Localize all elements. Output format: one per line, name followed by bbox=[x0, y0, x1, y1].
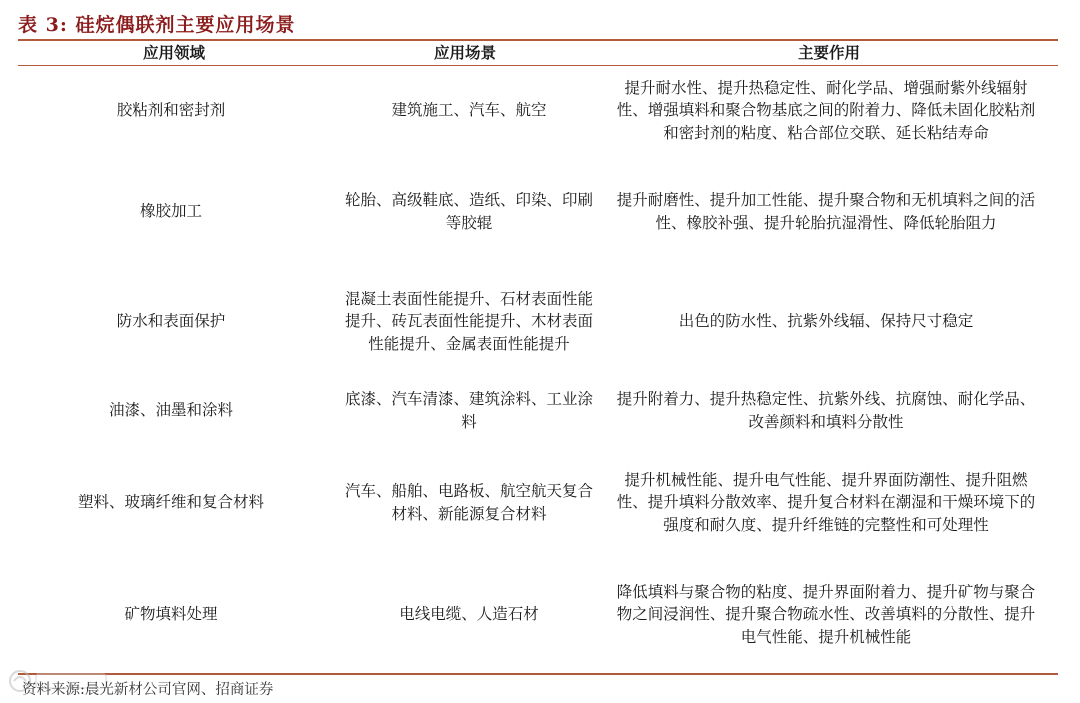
cell-effect: 出色的防水性、抗紫外线辐、保持尺寸稳定 bbox=[678, 312, 974, 331]
header-effect: 主要作用 bbox=[600, 42, 1058, 65]
cell-effect: 降低填料与聚合物的粘度、提升界面附着力、提升矿物与聚合物之间浸润性、提升聚合物疏水性、改善填料的分散性、提升电气性能、提升机械性能 bbox=[616, 582, 1036, 646]
header-scene: 应用场景 bbox=[330, 42, 600, 65]
cell-field: 油漆、油墨和涂料 bbox=[108, 401, 233, 420]
table-row bbox=[18, 268, 1058, 376]
table-row bbox=[18, 156, 1058, 268]
cell-field: 防水和表面保护 bbox=[116, 312, 226, 331]
bottom-divider bbox=[18, 673, 1058, 675]
table-row bbox=[18, 376, 1058, 446]
cell-scene: 电线电缆、人造石材 bbox=[399, 605, 539, 624]
header-field: 应用领域 bbox=[18, 42, 330, 65]
table-row bbox=[18, 65, 1058, 156]
cell-effect: 提升耐水性、提升热稳定性、耐化学品、增强耐紫外线辐射性、增强填料和聚合物基底之间的附着力、降低未固化胶粘剂和密封剂的粘度、粘合部位交联、延长粘结寿命 bbox=[616, 78, 1036, 142]
cell-field: 胶粘剂和密封剂 bbox=[116, 101, 226, 120]
cell-effect: 提升附着力、提升热稳定性、抗紫外线、抗腐蚀、耐化学品、改善颜料和填料分散性 bbox=[616, 390, 1036, 431]
cell-field: 塑料、玻璃纤维和复合材料 bbox=[77, 493, 264, 512]
table-row bbox=[18, 446, 1058, 560]
table-row bbox=[18, 560, 1058, 670]
cell-field: 橡胶加工 bbox=[139, 202, 202, 221]
source-note: 资料来源:晨光新材公司官网、招商证券 bbox=[22, 682, 274, 698]
cell-scene: 底漆、汽车清漆、建筑涂料、工业涂料 bbox=[344, 390, 593, 431]
table-header-row bbox=[18, 42, 1058, 65]
cell-scene: 汽车、船舶、电路板、航空航天复合材料、新能源复合材料 bbox=[344, 482, 593, 523]
cell-field: 矿物填料处理 bbox=[124, 605, 218, 624]
table-title: 表 3: 硅烷偶联剂主要应用场景 bbox=[18, 14, 296, 36]
cell-scene: 轮胎、高级鞋底、造纸、印染、印刷等胶辊 bbox=[344, 191, 593, 232]
cell-effect: 提升机械性能、提升电气性能、提升界面防潮性、提升阻燃性、提升填料分散效率、提升复合材料在潮湿和干燥环境下的强度和耐久度、提升纤维链的完整性和可处理性 bbox=[616, 470, 1036, 534]
cell-scene: 混凝土表面性能提升、石材表面性能提升、砖瓦表面性能提升、木材表面性能提升、金属表面性能提升 bbox=[344, 289, 593, 353]
application-table bbox=[18, 42, 1058, 670]
cell-effect: 提升耐磨性、提升加工性能、提升聚合物和无机填料之间的活性、橡胶补强、提升轮胎抗湿滑性、降低轮胎阻力 bbox=[616, 191, 1036, 232]
title-divider bbox=[18, 39, 1058, 41]
cell-scene: 建筑施工、汽车、航空 bbox=[391, 101, 547, 120]
